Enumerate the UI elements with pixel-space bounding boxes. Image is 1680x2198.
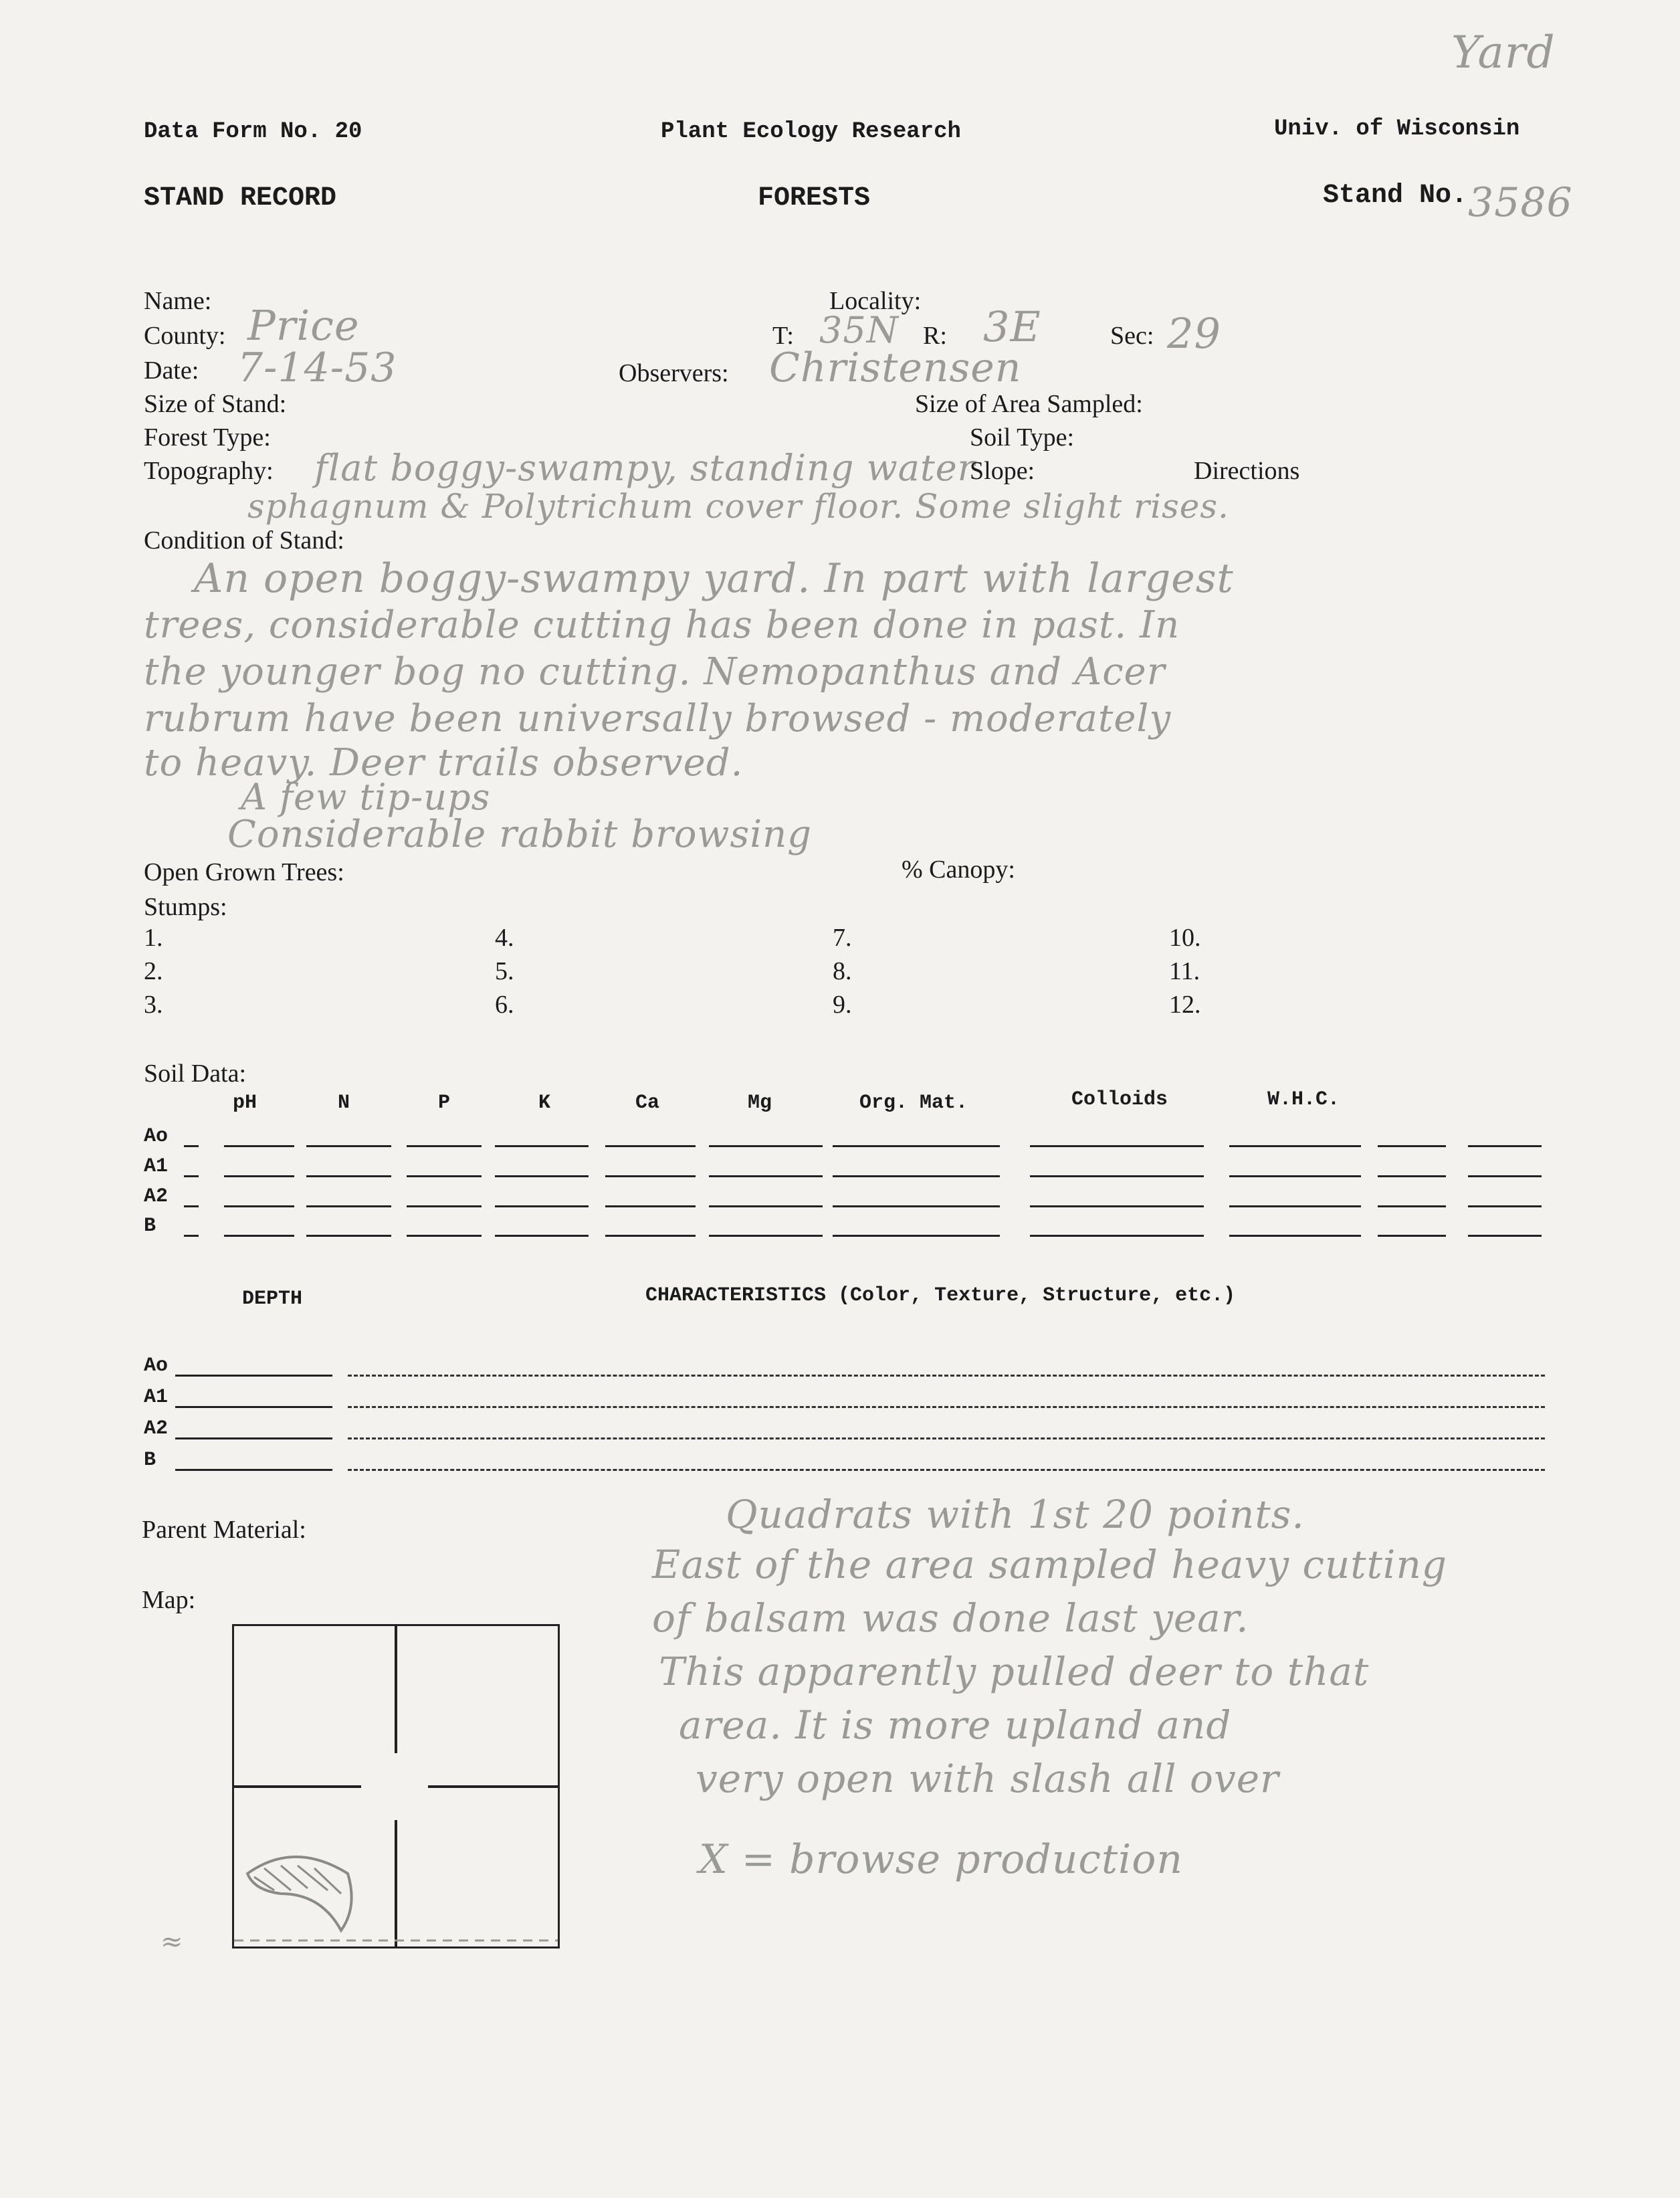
stump-number: 12. (1169, 991, 1201, 1019)
range-label: R: (923, 322, 947, 350)
org-name: Plant Ecology Research (661, 119, 961, 144)
township-value: 35N (819, 309, 899, 351)
characteristics-entry-line (348, 1469, 1545, 1471)
soil-row-dash (184, 1175, 199, 1177)
stump-number: 5. (495, 957, 514, 985)
soil-entry-line (407, 1175, 482, 1177)
soil-entry-line (495, 1235, 589, 1237)
note-line: area. It is more upland and (679, 1702, 1232, 1748)
corner-note: Yard (1451, 27, 1556, 78)
soil-entry-line (833, 1145, 1000, 1147)
note-line: of balsam was done last year. (652, 1595, 1249, 1641)
depth-entry-line (175, 1375, 332, 1377)
soil-entry-line (306, 1145, 391, 1147)
soil-entry-line (407, 1205, 482, 1207)
county-value: Price (247, 301, 360, 350)
soil-entry-line (605, 1235, 696, 1237)
condition-line: rubrum have been universally browsed - moderately (144, 697, 1172, 740)
soil-entry-line (1378, 1145, 1446, 1147)
soil-entry-line (709, 1175, 823, 1177)
soil-entry-line (709, 1205, 823, 1207)
stand-number-value: 3586 (1468, 179, 1573, 226)
soil-entry-line (1030, 1235, 1204, 1237)
characteristics-entry-line (348, 1437, 1545, 1439)
soil-entry-line (224, 1145, 294, 1147)
name-label: Name: (144, 287, 212, 315)
soil-entry-line (833, 1205, 1000, 1207)
soil-row-dash (184, 1205, 199, 1207)
soil-column-header: N (338, 1092, 350, 1114)
section-value: 29 (1167, 309, 1221, 358)
university-name: Univ. of Wisconsin (1274, 116, 1520, 142)
stand-map (232, 1624, 560, 1949)
soil-column-header: Colloids (1071, 1088, 1168, 1111)
soil-column-header: P (438, 1092, 451, 1114)
map-edge-mark: ≈ (161, 1926, 184, 1957)
soil-column-header: Ca (635, 1092, 660, 1114)
soil-entry-line (1030, 1145, 1204, 1147)
soil-entry-line (1468, 1235, 1542, 1237)
soil-entry-line (605, 1145, 696, 1147)
slope-label: Slope: (970, 457, 1035, 485)
horizon-label: Ao (144, 1355, 169, 1377)
parent-material-label: Parent Material: (142, 1516, 306, 1544)
date-value: 7-14-53 (237, 344, 397, 391)
record-title: STAND RECORD (144, 183, 337, 213)
soil-entry-line (605, 1205, 696, 1207)
condition-line: Considerable rabbit browsing (227, 813, 813, 856)
characteristics-entry-line (348, 1406, 1545, 1408)
note-line: This apparently pulled deer to that (659, 1649, 1370, 1694)
section-label: Sec: (1110, 322, 1154, 350)
soil-entry-line (407, 1145, 482, 1147)
soil-column-header: Org. Mat. (859, 1092, 968, 1114)
soil-entry-line (1468, 1205, 1542, 1207)
condition-line: An open boggy-swampy yard. In part with largest (194, 555, 1234, 602)
soil-entry-line (306, 1175, 391, 1177)
form-number: Data Form No. 20 (144, 119, 362, 144)
soil-column-header: pH (233, 1092, 257, 1114)
forest-type-label: Forest Type: (144, 423, 271, 452)
soil-row-dash (184, 1235, 199, 1237)
stand-number-label: Stand No. (1323, 181, 1468, 211)
size-of-stand-label: Size of Stand: (144, 390, 287, 418)
soil-entry-line (1378, 1205, 1446, 1207)
horizon-label: A2 (144, 1417, 169, 1440)
stump-number: 11. (1169, 957, 1200, 985)
condition-line: the younger bog no cutting. Nemopanthus and Acer (144, 650, 1166, 694)
soil-row-label: A2 (144, 1185, 169, 1208)
soil-entry-line (495, 1205, 589, 1207)
soil-entry-line (1030, 1205, 1204, 1207)
soil-entry-line (1030, 1175, 1204, 1177)
horizon-label: B (144, 1449, 156, 1472)
soil-entry-line (1229, 1235, 1361, 1237)
characteristics-label: CHARACTERISTICS (Color, Texture, Structure, etc.) (645, 1284, 1236, 1307)
stand-map-drawing (234, 1626, 558, 1946)
soil-entry-line (1468, 1175, 1542, 1177)
soil-row-dash (184, 1145, 199, 1147)
soil-entry-line (224, 1175, 294, 1177)
condition-line: A few tip-ups (241, 776, 491, 818)
soil-entry-line (1229, 1175, 1361, 1177)
soil-row-label: B (144, 1215, 156, 1237)
note-line: very open with slash all over (696, 1756, 1279, 1801)
soil-entry-line (709, 1235, 823, 1237)
stump-number: 3. (144, 991, 163, 1019)
date-label: Date: (144, 357, 199, 385)
open-grown-trees-label: Open Grown Trees: (144, 858, 344, 886)
topography-value: flat boggy-swampy, standing water (314, 447, 976, 489)
topography-value-continued: sphagnum & Polytrichum cover floor. Some slight rises. (247, 487, 1229, 526)
stump-number: 10. (1169, 924, 1201, 952)
soil-type-label: Soil Type: (970, 423, 1075, 452)
condition-label: Condition of Stand: (144, 526, 344, 555)
soil-column-header: W.H.C. (1267, 1088, 1340, 1111)
stump-number: 8. (833, 957, 852, 985)
depth-label: DEPTH (242, 1288, 303, 1310)
directions-label: Directions (1194, 457, 1300, 485)
observers-label: Observers: (619, 359, 729, 387)
stump-number: 6. (495, 991, 514, 1019)
soil-entry-line (407, 1235, 482, 1237)
soil-entry-line (1229, 1145, 1361, 1147)
soil-entry-line (495, 1145, 589, 1147)
soil-entry-line (224, 1205, 294, 1207)
characteristics-entry-line (348, 1375, 1545, 1377)
soil-entry-line (709, 1145, 823, 1147)
condition-line: to heavy. Deer trails observed. (144, 741, 744, 785)
topography-label: Topography: (144, 457, 274, 485)
soil-entry-line (833, 1235, 1000, 1237)
horizon-label: A1 (144, 1386, 169, 1409)
soil-entry-line (224, 1235, 294, 1237)
depth-entry-line (175, 1469, 332, 1471)
depth-entry-line (175, 1437, 332, 1439)
soil-entry-line (1229, 1205, 1361, 1207)
soil-entry-line (1378, 1235, 1446, 1237)
map-label: Map: (142, 1586, 196, 1614)
range-value: 3E (983, 302, 1041, 351)
note-line: East of the area sampled heavy cutting (652, 1542, 1447, 1587)
stump-number: 9. (833, 991, 852, 1019)
soil-column-header: K (538, 1092, 551, 1114)
condition-line: trees, considerable cutting has been done in past. In (144, 603, 1180, 647)
township-label: T: (772, 322, 794, 350)
depth-entry-line (175, 1406, 332, 1408)
stump-number: 2. (144, 957, 163, 985)
locality-label: Locality: (829, 287, 922, 315)
stumps-label: Stumps: (144, 893, 227, 921)
soil-entry-line (605, 1175, 696, 1177)
soil-entry-line (306, 1235, 391, 1237)
size-of-area-label: Size of Area Sampled: (915, 390, 1143, 418)
note-line: Quadrats with 1st 20 points. (726, 1492, 1305, 1537)
forest-title: FORESTS (758, 183, 871, 213)
canopy-label: % Canopy: (902, 856, 1015, 884)
soil-entry-line (306, 1205, 391, 1207)
county-label: County: (144, 322, 226, 350)
soil-row-label: A1 (144, 1155, 169, 1178)
stump-number: 1. (144, 924, 163, 952)
soil-entry-line (833, 1175, 1000, 1177)
stump-number: 4. (495, 924, 514, 952)
soil-row-label: Ao (144, 1125, 169, 1148)
observers-value: Christensen (769, 344, 1022, 391)
soil-column-header: Mg (748, 1092, 772, 1114)
stump-number: 7. (833, 924, 852, 952)
soil-data-label: Soil Data: (144, 1060, 247, 1088)
note-line: X = browse production (699, 1836, 1184, 1883)
soil-entry-line (495, 1175, 589, 1177)
soil-entry-line (1378, 1175, 1446, 1177)
soil-entry-line (1468, 1145, 1542, 1147)
